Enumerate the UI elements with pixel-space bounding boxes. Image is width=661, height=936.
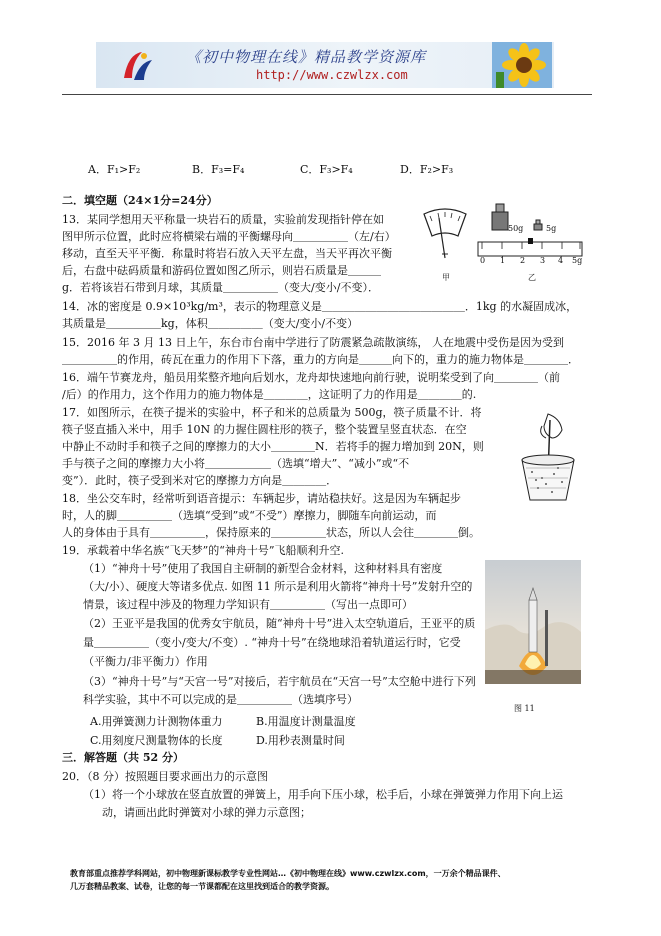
q19-option-c: C.用刻度尺测量物体的长度	[90, 734, 223, 747]
q19-line: 量＿＿＿＿＿（变小/变大/不变）. “神舟十号”在绕地球沿着轨道运行时，它受	[83, 636, 461, 649]
label-jia: 甲	[442, 273, 450, 282]
q14-line: 其质量是＿＿＿＿＿kg，体积＿＿＿＿＿（变大/变小/不变）	[62, 317, 359, 330]
logo-icon	[118, 48, 156, 84]
footer-line: 几万套精品教案、试卷，让您的每一节课都配在这里找到适合的教学资源。	[70, 882, 334, 891]
q15-line: 15．2016 年 3 月 13 日上午，东台市台南中学进行了防震紧急疏散演练， 人在地震中受伤是因为受到	[62, 336, 564, 349]
chopstick-rice-figure	[508, 412, 590, 504]
label-yi: 乙	[528, 273, 536, 282]
q18-line: 人的身体由于具有＿＿＿＿＿，保持原来的＿＿＿＿＿状态，所以人会往＿＿＿＿倒。	[62, 526, 480, 539]
q13-line: 移动，直至天平平衡．称量时将岩石放入天平左盘，当天平再次平衡	[62, 247, 392, 260]
weight-50g-label: 50g	[508, 224, 524, 233]
weight-5g-label: 5g	[546, 224, 557, 233]
q19-option-b: B.用温度计测量温度	[256, 715, 356, 728]
q19-line: （大/小）、硬度大等诸多优点. 如图 11 所示是利用火箭将“神舟十号”发射升空的	[83, 580, 473, 593]
q19-line: 情景，该过程中涉及的物理力学知识有＿＿＿＿＿（写出一点即可）	[83, 598, 413, 611]
section-heading: 二．填空题（24×1分=24分）	[62, 194, 218, 207]
q15-line: ＿＿＿＿＿的作用，砖瓦在重力的作用下下落，重力的方向是＿＿＿向下的，重力的施力物体是＿＿＿＿．	[62, 353, 579, 366]
q18-line: 时，人的脚＿＿＿＿＿（选填“受到”或“不受”）摩擦力，脚随车向前运动，而	[62, 509, 437, 522]
scale-tick: 3	[540, 256, 546, 265]
option-b: B．F₃=F₄	[192, 163, 245, 176]
figure-11-caption: 图 11	[514, 704, 535, 713]
option-d: D．F₂>F₃	[400, 163, 454, 176]
q17-line: 变”）．此时，筷子受到米对它的摩擦力方向是＿＿＿＿．	[62, 474, 338, 487]
q17-line: 17．如图所示，在筷子提米的实验中，杯子和米的总质量为 500g，筷子质量不计．将	[62, 406, 482, 419]
header-banner	[96, 42, 554, 88]
scale-tick: 2	[520, 256, 526, 265]
rocket-launch-photo	[485, 560, 581, 684]
q20-line: （1）将一个小球放在竖直放置的弹簧上，用手向下压小球，松手后，小球在弹簧弹力作用下向上运	[83, 788, 563, 801]
balance-scale-figure	[476, 202, 584, 268]
q16-line: 16．端午节赛龙舟，船员用桨整齐地向后划水，龙舟却快速地向前行驶，说明桨受到了向＿＿＿＿（前	[62, 371, 560, 384]
q19-option-a: A.用弹簧测力计测物体重力	[90, 715, 223, 728]
scale-tick: 1	[500, 256, 506, 265]
q14-line: 14．冰的密度是 0.9×10³kg/m³，表示的物理意义是＿＿＿＿＿＿＿＿＿＿＿＿＿．1kg 的水凝固成冰，	[62, 300, 578, 313]
sunflower-icon	[492, 42, 552, 88]
section-heading: 三．解答题（共 52 分）	[62, 751, 184, 764]
q13-line: g．若将该岩石带到月球，其质量＿＿＿＿＿（变大/变小/不变）．	[62, 281, 379, 294]
q19-line: （平衡力/非平衡力）作用	[83, 655, 208, 668]
q20-line: 20．（8 分）按照题目要求画出力的示意图	[62, 770, 268, 783]
header-rule	[62, 94, 592, 95]
balance-pointer-figure	[418, 206, 472, 262]
q16-line: /后）的作用力，这个作用力的施力物体是＿＿＿＿，这证明了力的作用是＿＿＿＿的.	[62, 388, 477, 401]
q19-line: 19．承载着中华名族“飞天梦”的“神舟十号”飞船顺利升空.	[62, 544, 344, 557]
scale-tick: 0	[480, 256, 486, 265]
option-c: C．F₃>F₄	[300, 163, 353, 176]
option-a: A．F₁>F₂	[88, 163, 141, 176]
q13-line: 13．某同学想用天平称量一块岩石的质量，实验前发现指针停在如	[62, 213, 384, 226]
banner-title: 《初中物理在线》精品教学资源库	[186, 48, 427, 66]
q19-line: （2）王亚平是我国的优秀女宇航员，随“神舟十号”进入太空轨道后，王亚平的质	[83, 617, 476, 630]
q20-line: 动，请画出此时弹簧对小球的弹力示意图；	[102, 806, 311, 819]
q17-line: 中静止不动时手和筷子之间的摩擦力的大小＿＿＿＿N．若将手的握力增加到 20N，则	[62, 440, 484, 453]
q17-line: 筷子竖直插入米中，用手 10N 的力握住圆柱形的筷子，整个装置呈竖直状态．在空	[62, 423, 467, 436]
q13-line: 图甲所示位置，此时应将横梁右端的平衡螺母向＿＿＿＿＿（左/右）	[62, 230, 396, 243]
q19-line: 科学实验，其中不可以完成的是＿＿＿＿＿（选填序号）	[83, 693, 358, 706]
footer-line: 教育部重点推荐学科网站，初中物理新课标教学专业性网站…《初中物理在线》www.czwlzx.com，一万余个精品课件、	[70, 869, 506, 878]
q19-option-d: D.用秒表测量时间	[256, 734, 345, 747]
scale-tick: 4	[558, 256, 564, 265]
banner-url[interactable]: http://www.czwlzx.com	[256, 68, 408, 82]
scale-tick: 5g	[572, 256, 583, 265]
q19-line: （3）“神舟十号”与“天宫一号”对接后，若宇航员在“天宫一号”太空舱中进行下列	[83, 675, 476, 688]
q13-line: 后，右盘中砝码质量和游码位置如图乙所示，则岩石质量是＿＿＿	[62, 264, 381, 277]
q18-line: 18．坐公交车时，经常听到语音提示：车辆起步，请站稳扶好。这是因为车辆起步	[62, 492, 461, 505]
q19-line: （1）“神舟十号”使用了我国自主研制的新型合金材料，这种材料具有密度	[83, 562, 443, 575]
q17-line: 手与筷子之间的摩擦力大小将＿＿＿＿＿＿（选填“增大”、“减小”或“不	[62, 457, 410, 470]
